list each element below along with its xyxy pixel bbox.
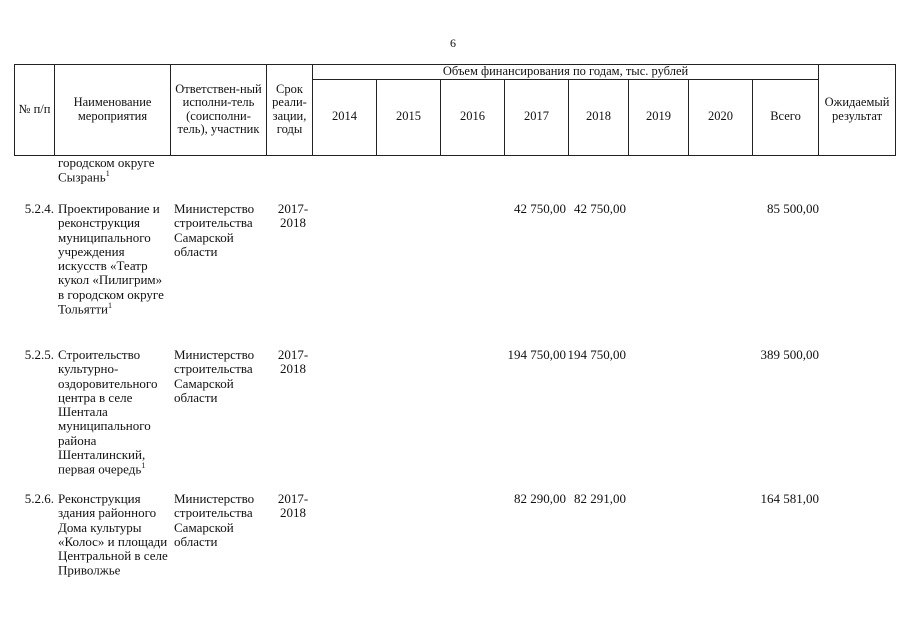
row-value-total: 85 500,00 <box>767 201 819 216</box>
row-value-total: 164 581,00 <box>760 491 819 506</box>
page-number: 6 <box>450 36 456 50</box>
header-year: 2015 <box>377 79 441 155</box>
row-name: Проектирование и реконструкция муниципального учреждения искусств «Театр кукол «Пилигрим» в городском округе Тольятти$^1$ <box>58 201 164 317</box>
header-num: № п/п <box>15 65 55 156</box>
header-year: 2020 <box>689 79 753 155</box>
header-year: 2016 <box>441 79 505 155</box>
header-name: Наименование мероприятия <box>55 65 171 156</box>
row-name: Строительство культурно-оздоровительного центра в селе Шентала муниципального района Шенталинский, первая очередь$^1$ <box>58 347 158 477</box>
header-total: Всего <box>753 79 819 155</box>
row-term: 2017-2018 <box>277 491 309 521</box>
header-result: Ожидаемый результат <box>819 65 896 156</box>
header-responsible: Ответствен-ный исполни-тель (соисполни-тель), участник <box>171 65 267 156</box>
row-value-2017: 42 750,00 <box>514 201 566 216</box>
header-year: 2019 <box>629 79 689 155</box>
row-number: 5.2.5. <box>24 347 54 362</box>
header-year: 2018 <box>569 79 629 155</box>
row-value-2017: 194 750,00 <box>507 347 566 362</box>
row-value-2018: 42 750,00 <box>574 201 626 216</box>
row-responsible: Министерство строительства Самарской области <box>174 201 255 259</box>
row-responsible: Министерство строительства Самарской области <box>174 491 255 549</box>
header-year: 2014 <box>313 79 377 155</box>
row-responsible: Министерство строительства Самарской области <box>174 347 255 405</box>
header-year: 2017 <box>505 79 569 155</box>
header-financing: Объем финансирования по годам, тыс. рублей <box>313 65 819 80</box>
row-value-2018: 82 291,00 <box>574 491 626 506</box>
row-value-total: 389 500,00 <box>760 347 819 362</box>
row-value-2018: 194 750,00 <box>567 347 626 362</box>
table-header <box>14 64 896 156</box>
row-term: 2017-2018 <box>277 347 309 377</box>
row-name: городском округе Сызрань$^1$ <box>58 155 155 185</box>
row-term: 2017-2018 <box>277 201 309 231</box>
row-value-2017: 82 290,00 <box>514 491 566 506</box>
row-number: 5.2.6. <box>24 491 54 506</box>
row-number: 5.2.4. <box>24 201 54 216</box>
row-name: Реконструкция здания районного Дома культуры «Колос» и площади Центральной в селе Приволжье <box>58 491 168 578</box>
header-term: Срок реали-зации, годы <box>267 65 313 156</box>
